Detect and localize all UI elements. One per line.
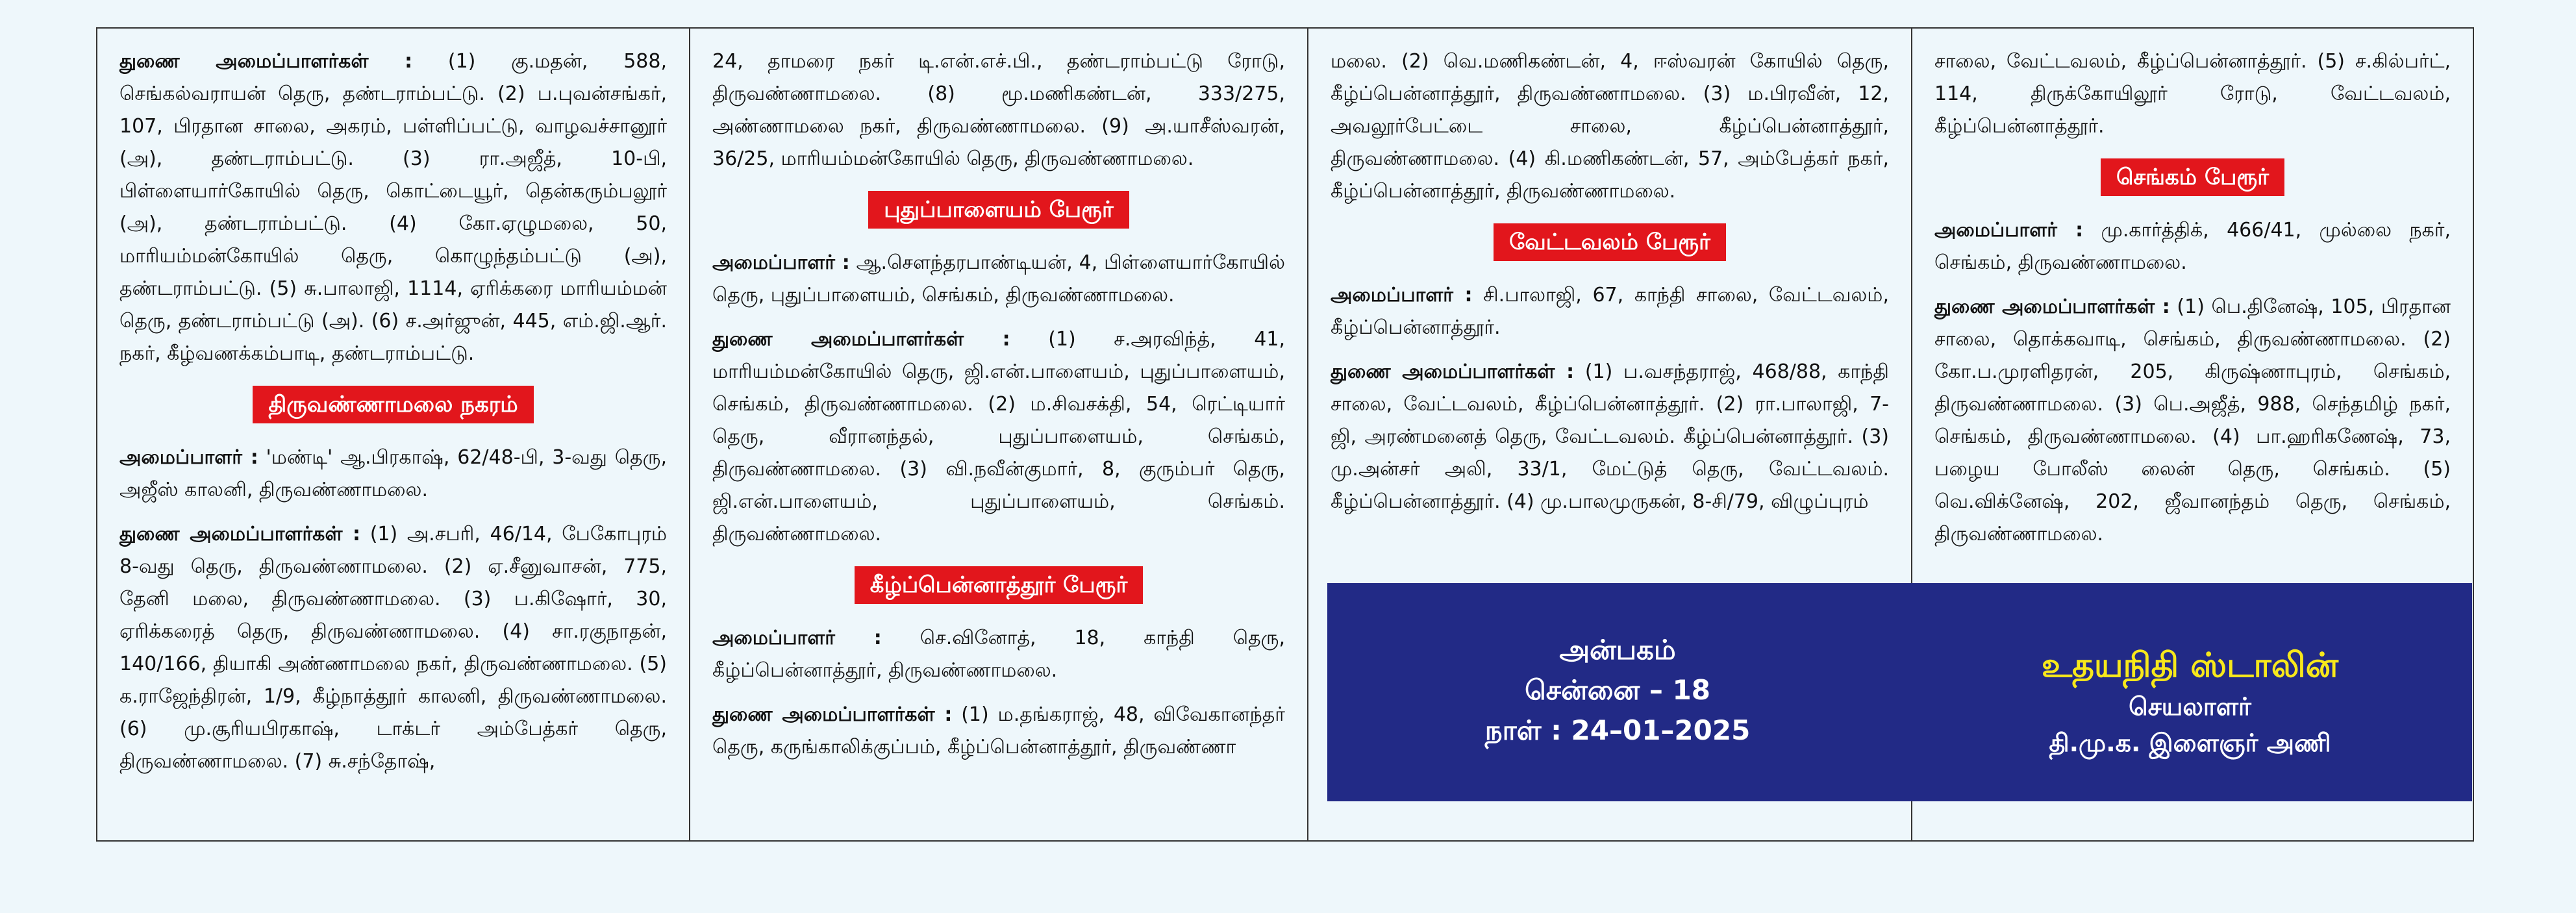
member-paragraph (119, 518, 667, 778)
section-heading-wrap (119, 386, 667, 423)
section-heading: புதுப்பாளையம் பேரூர் (868, 191, 1129, 229)
role-label: அமைப்பாளர் : (119, 446, 258, 469)
member-paragraph (1331, 356, 1889, 518)
member-paragraph (1934, 214, 2451, 279)
section-heading: திருவண்ணாமலை நகரம் (253, 386, 533, 423)
section-heading: வேட்டவலம் பேரூர் (1494, 223, 1726, 261)
role-label: அமைப்பாளர் : (1934, 219, 2084, 242)
member-text: ஆ.சௌந்தரபாண்டியன், 4, பிள்ளையார்கோயில் தெரு, புதுப்பாளையம், செங்கம், திருவண்ணாமலை. (712, 251, 1285, 306)
role-label: துணை அமைப்பாளர்கள் : (1934, 295, 2170, 318)
address-box (1327, 583, 1908, 801)
member-paragraph (712, 323, 1285, 551)
role-label: அமைப்பாளர் : (712, 627, 882, 649)
section-heading-wrap (1331, 223, 1889, 261)
role-label: துணை அமைப்பாளர்கள் : (1331, 360, 1575, 383)
continued-paragraph (1331, 45, 1889, 208)
member-paragraph (119, 45, 667, 370)
address-line-2: சென்னை – 18 (1525, 674, 1710, 706)
member-text: (1) கு.மதன், 588, செங்கல்வராயன் தெரு, தண்டராம்பட்டு. (2) ப.புவன்சங்கர், 107, பிரதான சாலை, அகரம், பள்ளிப்பட்டு, வாழவச்சானூர் (அ), தண்டராம்பட்டு. (3) ரா.அஜீத், 10-பி, பிள்ளையார்கோயில் தெரு, கொட்டையூர், தென்கரும்பலூர் (அ), தண்டராம்பட்டு. (4) கோ.ஏழுமலை, 50, மாரியம்மன்கோயில் தெரு, கொழுந்தம்பட்டு (அ), தண்டராம்பட்டு. (5) சு.பாலாஜி, 1114, ஏரிக்கரை மாரியம்மன் தெரு, தண்டராம்பட்டு (அ). (6) ச.அர்ஜுன், 445, எம்.ஜி.ஆர். நகர், கீழ்வணக்கம்பாடி, தண்டராம்பட்டு. (119, 50, 667, 365)
member-paragraph (1331, 279, 1889, 344)
member-text: மு.கார்த்திக், 466/41, முல்லை நகர், செங்கம், திருவண்ணாமலை. (1934, 219, 2451, 274)
role-label: துணை அமைப்பாளர்கள் : (712, 328, 1010, 351)
member-text: (1) பெ.தினேஷ், 105, பிரதான சாலை, தொக்கவாடி, செங்கம், திருவண்ணாமலை. (2) கோ.ப.முரளிதரன், 205, கிருஷ்ணாபுரம், செங்கம், திருவண்ணாமலை. (3) பெ.அஜீத், 988, செந்தமிழ் நகர், செங்கம், திருவண்ணாமலை. (4) பா.ஹரிகணேஷ், 73, பழைய போலீஸ் லைன் தெரு, செங்கம். (5) வெ.விக்னேஷ், 202, ஜீவானந்தம் தெரு, செங்கம், திருவண்ணாமலை. (1934, 295, 2451, 545)
signatory-name: உதயநிதி ஸ்டாலின் (2041, 646, 2339, 685)
role-label: துணை அமைப்பாளர்கள் : (119, 50, 413, 73)
column-1 (97, 29, 690, 840)
member-text: (1) அ.சபரி, 46/14, பேகோபுரம் 8-வது தெரு, திருவண்ணாமலை. (2) ஏ.சீனுவாசன், 775, தேனி மலை, திருவண்ணாமலை. (3) ப.கிஷோர், 30, ஏரிக்கரைத் தெரு, திருவண்ணாமலை. (4) சா.ரகுநாதன், 140/166, தியாகி அண்ணாமலை நகர், திருவண்ணாமலை. (5) க.ராஜேந்திரன், 1/9, கீழ்நாத்தூர் காலனி, திருவண்ணாமலை. (6) மு.சூரியபிரகாஷ், டாக்டர் அம்பேத்கர் தெரு, திருவண்ணாமலை. (7) சு.சந்தோஷ், (119, 523, 667, 773)
section-heading: செங்கம் பேரூர் (2101, 158, 2284, 196)
member-text: மலை. (2) வெ.மணிகண்டன், 4, ஈஸ்வரன் கோயில் தெரு, கீழ்ப்பென்னாத்தூர், திருவண்ணாமலை. (3) ம.பிரவீன், 12, அவலூர்பேட்டை சாலை, கீழ்ப்பென்னாத்தூர், திருவண்ணாமலை. (4) கி.மணிகண்டன், 57, அம்பேத்கர் நகர், கீழ்ப்பென்னாத்தூர், திருவண்ணாமலை. (1331, 50, 1889, 203)
member-paragraph (1934, 291, 2451, 551)
signatory-org: தி.மு.க. இளைஞர் அணி (2049, 729, 2331, 757)
role-label: துணை அமைப்பாளர்கள் : (712, 703, 953, 726)
section-heading-wrap (712, 191, 1285, 229)
signature-box (1908, 583, 2472, 801)
member-paragraph (712, 247, 1285, 312)
section-heading-wrap (1934, 158, 2451, 196)
signatory-role: செயலாளர் (2129, 692, 2251, 721)
member-text: 'மண்டி' ஆ.பிரகாஷ், 62/48-பி, 3-வது தெரு, அஜீஸ் காலனி, திருவண்ணாமலை. (119, 446, 667, 501)
address-line-1: அன்பகம் (1559, 634, 1676, 666)
member-paragraph (712, 622, 1285, 687)
member-text: (1) ப.வசந்தராஜ், 468/88, காந்தி சாலை, வேட்டவலம், கீழ்ப்பென்னாத்தூர். (2) ரா.பாலாஜி, 7-ஜி, அரண்மனைத் தெரு, வேட்டவலம். கீழ்ப்பென்னாத்தூர். (3) மு.அன்சர் அலி, 33/1, மேட்டுத் தெரு, வேட்டவலம். கீழ்ப்பென்னாத்தூர். (4) மு.பாலமுருகன், 8-சி/79, விழுப்புரம் (1331, 360, 1889, 513)
member-text: 24, தாமரை நகர் டி.என்.எச்.பி., தண்டராம்பட்டு ரோடு, திருவண்ணாமலை. (8) மூ.மணிகண்டன், 333/275, அண்ணாமலை நகர், திருவண்ணாமலை. (9) அ.யாசீஸ்வரன், 36/25, மாரியம்மன்கோயில் தெரு, திருவண்ணாமலை. (712, 50, 1285, 170)
member-text: சாலை, வேட்டவலம், கீழ்ப்பென்னாத்தூர். (5) ச.கில்பர்ட், 114, திருக்கோயிலூர் ரோடு, வேட்டவலம், கீழ்ப்பென்னாத்தூர். (1934, 50, 2451, 138)
role-label: அமைப்பாளர் : (712, 251, 850, 274)
member-text: செ.வினோத், 18, காந்தி தெரு, கீழ்ப்பென்னாத்தூர், திருவண்ணாமலை. (712, 627, 1285, 682)
member-paragraph (119, 442, 667, 507)
date-line: நாள் : 24–01–2025 (1484, 714, 1751, 746)
member-text: (1) ம.தங்கராஜ், 48, விவேகானந்தர் தெரு, கருங்காலிக்குப்பம், கீழ்ப்பென்னாத்தூர், திருவண்ணா (712, 703, 1285, 758)
column-2 (690, 29, 1308, 840)
continued-paragraph (712, 45, 1285, 175)
continued-paragraph (1934, 45, 2451, 143)
role-label: துணை அமைப்பாளர்கள் : (119, 523, 360, 545)
section-heading-wrap (712, 566, 1285, 604)
member-paragraph (712, 699, 1285, 764)
member-text: சி.பாலாஜி, 67, காந்தி சாலை, வேட்டவலம், கீழ்ப்பென்னாத்தூர். (1331, 284, 1889, 339)
section-heading: கீழ்ப்பென்னாத்தூர் பேரூர் (855, 566, 1144, 604)
member-text: (1) ச.அரவிந்த், 41, மாரியம்மன்கோயில் தெரு, ஜி.என்.பாளையம், புதுப்பாளையம், செங்கம், திருவண்ணாமலை. (2) ம.சிவசக்தி, 54, ரெட்டியார் தெரு, வீரானந்தல், புதுப்பாளையம், செங்கம், திருவண்ணாமலை. (3) வி.நவீன்குமார், 8, குரும்பர் தெரு, ஜி.என்.பாளையம், புதுப்பாளையம், செங்கம். திருவண்ணாமலை. (712, 328, 1285, 545)
role-label: அமைப்பாளர் : (1331, 284, 1473, 306)
